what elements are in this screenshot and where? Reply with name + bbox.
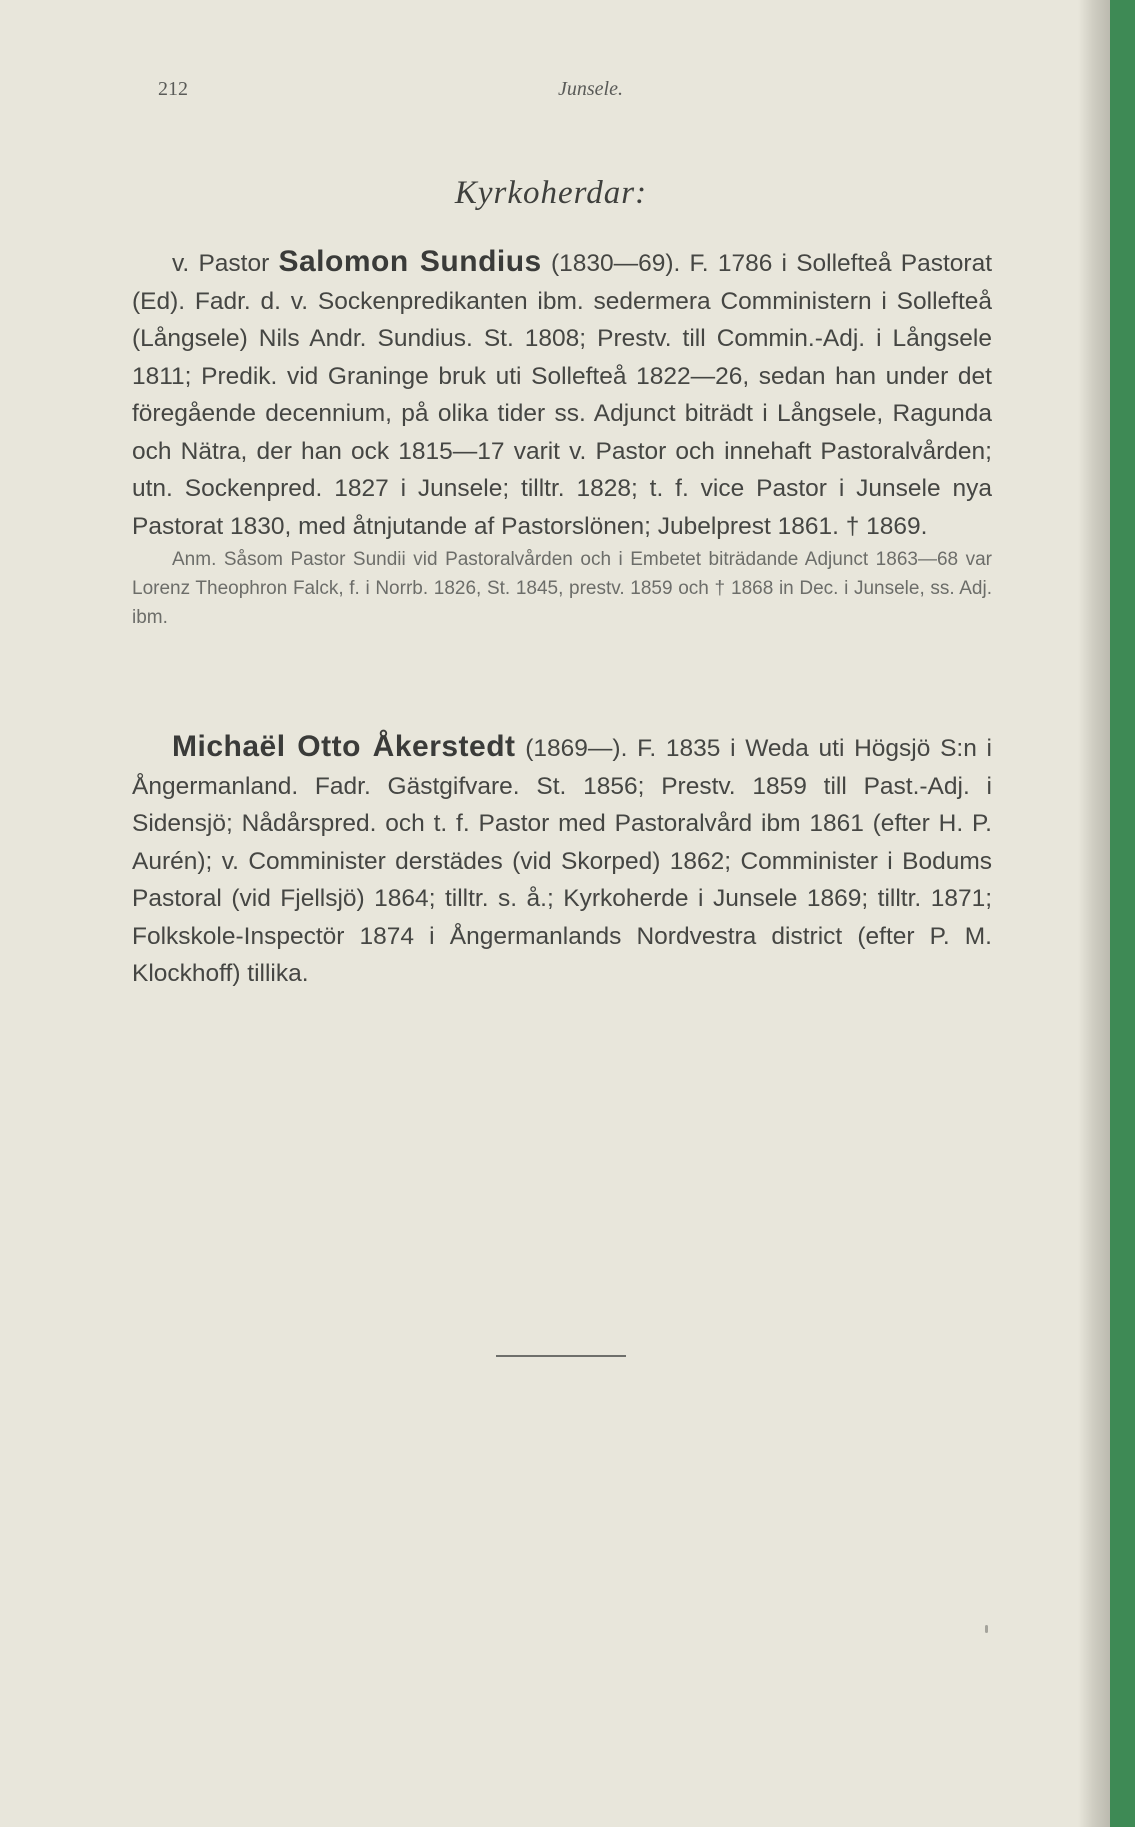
paper-speck [985,1625,988,1633]
entry-prefix: v. Pastor [172,250,279,277]
entry-text: (1830—69). F. 1786 i Sollefteå Pastorat (Ed). Fadr. d. v. Sockenpredikanten ibm. sedermera Comministern i Sollefteå (Långsele) Nils Andr. Sundius. St. 1808; Prestv. till Commin.-Adj. i Långsele 1811; Predik. vid Graninge bruk uti Sollefteå 1822—26, sedan han under det föregående decennium, på olika tider ss. Adjunct biträdt i Långsele, Ragunda och Nätra, der han ock 1815—17 varit v. Pastor och innehaft Pastoralvården; utn. Sockenpred. 1827 i Junsele; tilltr. 1828; t. f. vice Pastor i Junsele nya Pastorat 1830, med åtnjutande af Pastorslönen; Jubelprest 1861. † 1869. [132,250,992,540]
person-name: Salomon Sundius [278,245,542,278]
page-gutter [1078,0,1112,1827]
section-title: Kyrkoherdar: [454,175,648,211]
running-title: Junsele. [558,78,623,100]
entry-text: (1869—). F. 1835 i Weda uti Högsjö S:n i Ångermanland. Fadr. Gästgifvare. St. 1856; Prestv. 1859 till Past.-Adj. i Sidensjö; Nådårspred. och t. f. Pastor med Pastoralvård ibm 1861 (efter H. P. Aurén); v. Comminister derstädes (vid Skorped) 1862; Comminister i Bodums Pastoral (vid Fjellsjö) 1864; tilltr. s. å.; Kyrkoherde i Junsele 1869; tilltr. 1871; Folkskole-Inspectör 1874 i Ångermanlands Nordvestra district (efter P. M. Klockhoff) tillika. [132,735,992,987]
section-divider [496,1355,626,1357]
entry-note: Anm. Såsom Pastor Sundii vid Pastoralvården och i Embetet biträdande Adjunct 1863—68 var Lorenz Theophron Falck, f. i Norrb. 1826, St. 1845, prestv. 1859 och † 1868 in Dec. i Junsele, ss. Adj. ibm. [132,549,992,628]
entry-michael-otto-akerstedt [132,728,992,993]
person-name: Michaël Otto Åkerstedt [172,730,516,763]
entry-paragraph [132,728,992,993]
entry-paragraph [132,243,992,545]
page-header [158,78,858,108]
green-binding-edge [1110,0,1135,1827]
page-number: 212 [158,78,188,100]
entry-salomon-sundius [132,243,992,632]
